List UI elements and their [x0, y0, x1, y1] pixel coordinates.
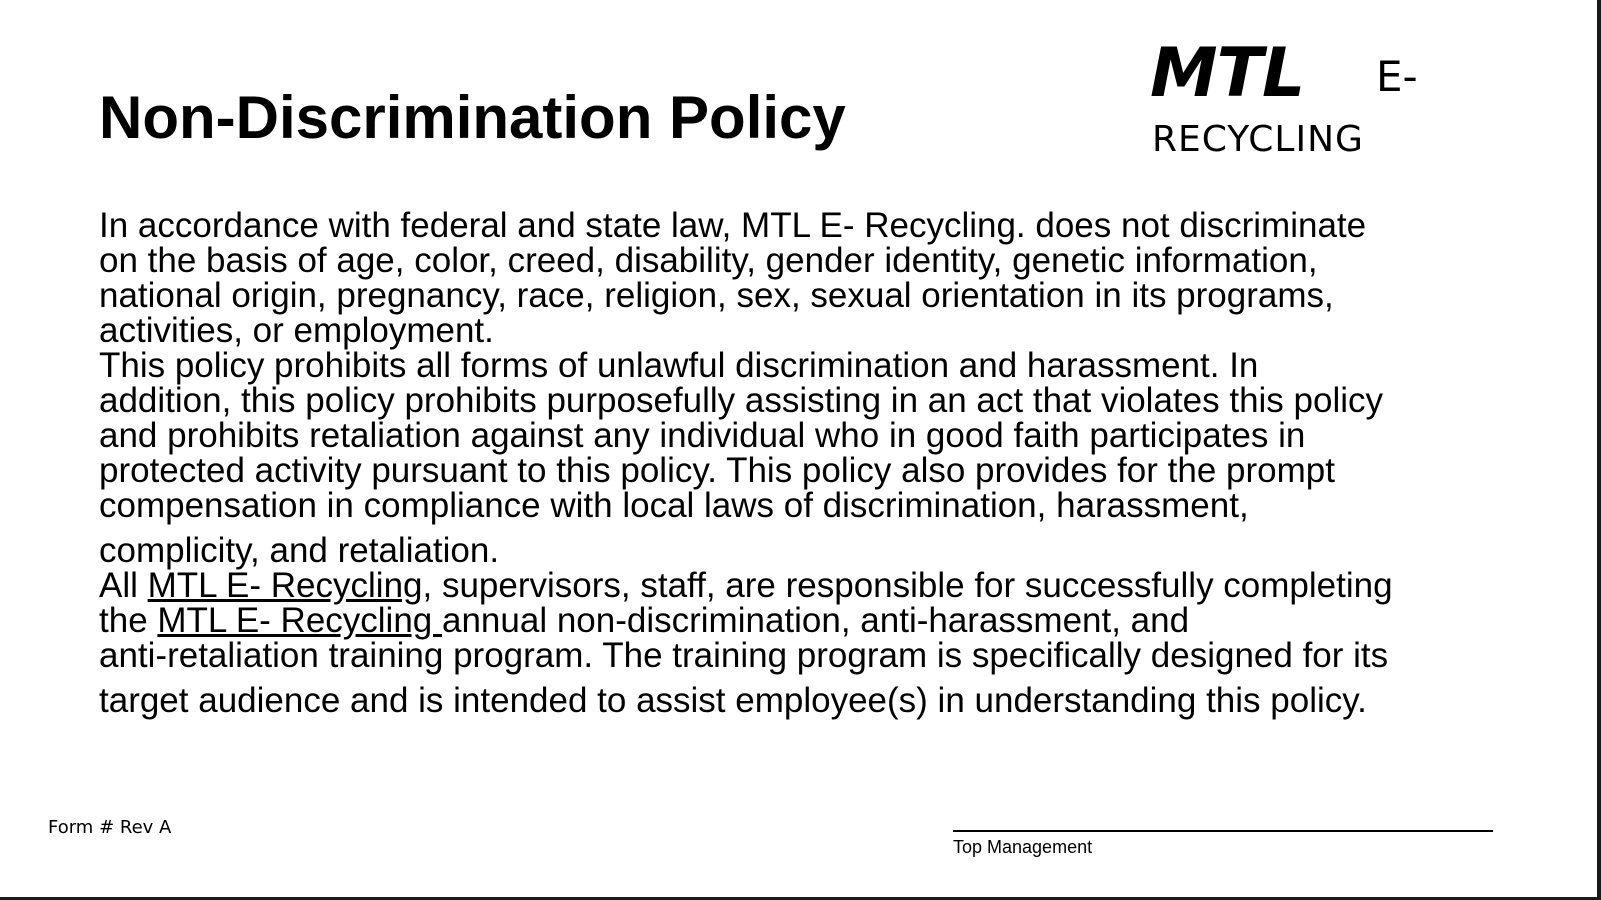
paragraph-line: This policy prohibits all forms of unlawful discrimination and harassment. In	[99, 346, 1259, 385]
logo-brand: MTL	[1150, 34, 1305, 113]
paragraph-line: protected activity pursuant to this policy. This policy also provides for the prompt	[99, 451, 1335, 490]
company-name-underlined: MTL E- Recycling	[157, 601, 442, 640]
line-prefix: All	[99, 566, 148, 605]
logo-suffix: E-	[1376, 52, 1418, 101]
page-title: Non-Discrimination Policy	[99, 84, 846, 151]
line-prefix: the	[99, 601, 158, 640]
paragraph-line: addition, this policy prohibits purposefully assisting in an act that violates this policy	[99, 381, 1384, 420]
paragraph-line	[99, 568, 1589, 603]
policy-paragraph-2	[99, 348, 1589, 568]
paragraph-line: national origin, pregnancy, race, religion, sex, sexual orientation in its programs,	[99, 276, 1334, 315]
signature-line	[953, 830, 1493, 832]
policy-paragraph-3	[99, 568, 1589, 718]
paragraph-line: compensation in compliance with local laws of discrimination, harassment,	[99, 486, 1249, 525]
company-logo	[1150, 30, 1450, 170]
form-reference: Form # Rev A	[48, 817, 172, 838]
paragraph-line: activities, or employment.	[99, 311, 494, 350]
paragraph-line	[99, 603, 1589, 638]
line-suffix: annual non-discrimination, anti-harassment, and	[442, 601, 1190, 640]
paragraph-line: target audience and is intended to assist employee(s) in understanding this policy.	[99, 681, 1367, 720]
paragraph-line: and prohibits retaliation against any individual who in good faith participates in	[99, 416, 1306, 455]
page-edge-right	[1597, 0, 1601, 900]
paragraph-line: anti-retaliation training program. The training program is specifically designed for its	[99, 636, 1389, 675]
paragraph-line: In accordance with federal and state law, MTL E- Recycling. does not discriminate	[99, 206, 1367, 245]
logo-subtitle: RECYCLING	[1152, 119, 1364, 160]
line-suffix: , supervisors, staff, are responsible for successfully completing	[422, 566, 1393, 605]
signature-label: Top Management	[953, 837, 1093, 857]
company-name-underlined: MTL E- Recycling	[147, 566, 423, 605]
paragraph-line: on the basis of age, color, creed, disability, gender identity, genetic information,	[99, 241, 1318, 280]
policy-body	[99, 208, 1589, 718]
policy-paragraph-1	[99, 208, 1589, 348]
paragraph-line: complicity, and retaliation.	[99, 531, 500, 570]
